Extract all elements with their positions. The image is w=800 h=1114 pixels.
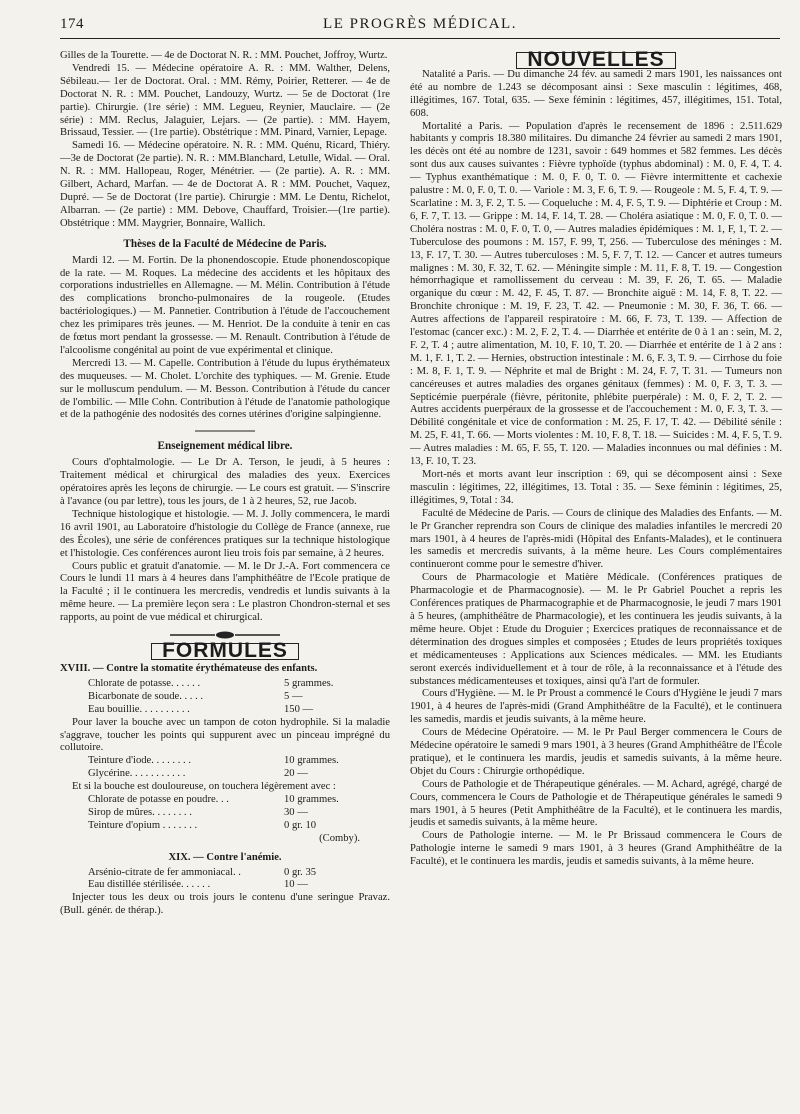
divider-ornament (60, 427, 390, 437)
recipe-line: Chlorate de potasse en poudre. . . 10 grammes. (88, 794, 339, 806)
exam-schedule-paragraph: Samedi 16. — Médecine opératoire. N. R. : MM. Quénu, Ricard, Thiéry.—3e de Doctorat (2e partie). N. R. : MM.Blanchard, Letulle, Widal. — Oral. N. R. : MM. Hallopeau, Roger, Ménétrier. — (2e partie). A. R. : MM. Gilbert, Achard, Marfan. — 4e de Doctorat A. R : MM. Pouchet, Vaquez, Dupré. — 5e de Doctorat (1re partie). Chirurgie : MM. Le Dentu, Richelot, Albarran. — (2e partie) : MM. Debove, Chauffard, Troisier.—(1re partie). Obstétrique : MM. Maygrier, Bonnaire, Wallich. (60, 140, 390, 229)
news-paragraph: Mort-nés et morts avant leur inscription : 69, qui se décomposent ainsi : Sexe masculin : légitimes, 22, illégitimes, 13. Total : 35. — Sexe féminin : légitimes, 25, illégitimes, 9, Total : 34. (410, 469, 782, 506)
news-paragraph: Natalité a Paris. — Du dimanche 24 fév. au samedi 2 mars 1901, les naissances ont été au nombre de 1.243 se décomposant ainsi : Sexe masculin : légitimes, 468, illégitimes, 167. Total, 635. — Sexe féminin : légitimes, 457, illégitimes, 151. Total, 608. (410, 68, 782, 119)
recipe-line: Sirop de mûres. . . . . . . . 30 — (88, 806, 308, 818)
left-column (60, 50, 390, 918)
journal-title: LE PROGRÈS MÉDICAL. (323, 16, 517, 32)
recipe-line: Eau distillée stérilisée. . . . . . 10 — (88, 879, 308, 891)
news-paragraph: Cours de Pharmacologie et Matière Médicale. (Conférences pratiques de Pharmacologie et de Pharmacognosie). — M. le Pr Gabriel Pouchet a repris les Conférences pratiques de Pharmacographie et de Pharmacognosie, le jeudi 7 mars 1901 à 5 heures, (amphithéâtre de Pharmacologie), et les continuera les jeudis suivants, à la même heure. Objet : Etude du Droguier ; Exercices pratiques de reconnaissance et de détermination des drogues simples et composées ; Etudes de leurs propriétés toxiques et médicamenteuses : Applications aux Sciences médicales. — MM. les Etudiants seront exercés individuellement et à tour de rôle, à la reconnaissance et à l'étude des substances médicamenteuses et toxiques, ainsi qu'à l'art de formuler. (410, 572, 782, 687)
course-paragraph: Cours public et gratuit d'anatomie. — M. le Dr J.-A. Fort commencera ce Cours le lundi 11 mars à 4 heures dans l'amphithéâtre de l'Ecole pratique de la Faculté ; il le continuera les mercredis, vendredis et lundis suivants à la même heure. — La première leçon sera : Le plastron Chondron-sternal et ses rapports, au point de vue médical et chirurgical. (60, 560, 390, 624)
formules-title: FORMULES (60, 643, 390, 660)
recipe-line: Glycérine. . . . . . . . . . . 20 — (88, 768, 308, 780)
page-header (60, 14, 780, 38)
right-column (410, 50, 782, 869)
news-paragraph: Cours d'Hygiène. — M. le Pr Proust a commencé le Cours d'Hygiène le jeudi 7 mars 1901, à 4 heures de l'après-midi (Grand Amphithéâtre de la Faculté), et le continuera les samedis, mardis et jeudis suivants, à la même heure. (410, 688, 782, 726)
news-paragraph: Cours de Pathologie interne. — M. le Pr Brissaud commencera le Cours de Pathologie interne le samedi 9 mars 1901, à 3 heures (Grand Amphithéâtre de la Faculté), et le continuera les mardis, jeudis et samedis suivants, à la même heure. (410, 830, 782, 868)
news-paragraph: Mortalité a Paris. — Population d'après le recensement de 1896 : 2.511.629 habitants y compris 18.380 militaires. Du dimanche 24 février au samedi 2 mars 1901, les décès ont été au nombre de 1231, savoir : 649 hommes et 582 femmes. Les décès sont dus aux causes suivantes : Fièvre typhoïde (typhus abdominal) : M. 0, F. 4, T. 4. — Typhus exanthématique : M. 0, F. 0, T. 0. — Fièvre intermittente et cachexie palustre : M. 0, F. 0, T. 0. — Variole : M. 3, F. 6, T. 9. — Rougeole : M. 5, F. 4, T. 9. — Scarlatine : M. 3, F. 2, T. 5. — Coqueluche : M. 4, F. 5, T. 9. — Diphtérie et Croup : M. 6, F. 7, T. 13. — Grippe : M. 14, F. 14, T. 28. — Choléra asiatique : M. 0, F. 0, T. 0. — Choléra nostras : M. 0, F. 0, T. 0, — Autres maladies épidémiques : M. 1, F, 1, T. 2. — Tuberculose des poumons : M. 157, F. 99, T, 256. — Tuberculose des méninges : M. 13, F. 17, T. 30. — Autres tuberculoses : M. 5, F. 7, T. 12. — Cancer et autres tumeurs malignes : M. 30, F. 32, T. 62. — Méningite simple : M. 11, F. 8, T. 19. — Congestion hémorrhagique et ramollissement du cerveau : M. 39, F. 26, T. 65. — Maladie organique du cœur : M. 42, F. 45, T. 87. — Bronchite aiguë : M. 14, F. 8, T. 22. — Bronchite chronique : M. 19, F. 23, T. 42. — Pneumonie : M. 30, F. 36, T. 66. — Autres affections de l'appareil respiratoire : M. 66, F. 73, T. 139. — Affection de l'estomac (cancer exc.) : M. 2, F. 2, T. 4. — Diarrhée et entérite de 0 à 1 an : sein, M. 2, F. 2, T. 4 ; autre alimentation, M. 10, F. 10, T. 20. — Diarrhée et entérite de 1 à 2 ans : M. 1, F. 1, T. 2. — Hernies, obstruction intestinale : M. 6, F. 3, T. 9. — Cirrhose du foie : M. 8, F. 1, T. 9. — Néphrite et mal de Bright : M. 24, F. 7, T. 31. — Tumeurs non cancéreuses et autres maladies des organes génitaux (femmes) : M. 0, F. 3, T. 3. — Septicémie puerpérale (fièvre, péritonite, phlébite puerpérale) : M. 0, F. 2, T. 2. — Autres accidents puerpéraux de la grossesse et de l'accouchement : M. 0, F. 3, T. 3. — Débilité congénitale et vice de conformation : M. 25, F. 17, T. 42. — Débilité sénile : M. 25, F. 41, T. 66. — Morts violentes : M. 10, F. 8, T. 18. — Suicides : M. 4, F. 5, T. 9. — Autres maladies : M. 65, F. 55, T. 120. — Maladies inconnues ou mal définies : M. 13, F. 10, T. 23. (410, 120, 782, 468)
theses-paragraph: Mardi 12. — M. Fortin. De la phonendoscopie. Etude phonendoscopique de la rate. — M. Roques. La médecine des accidents et les hôpitaux des corporations industrielles en Allemagne. — M. Mélin. Contribution à l'étude des complications broncho-pulmonaires de la rougeole. (Etudes bactériologiques.) — M. Pannetier. Contribution à l'étude de l'accouchement chez les primipares très jeunes. — M. Henriot. De la conduite à tenir en cas de fœtus mort pendant la grossesse. — M. Renault. Contribution à l'étude de l'alcoolisme congénital au point de vue expérimental et clinique. (60, 254, 390, 356)
enseignement-heading: Enseignement médical libre. (157, 440, 293, 453)
recipe-line: Teinture d'opium . . . . . . . 0 gr. 10 (88, 819, 317, 831)
theses-heading: Thèses de la Faculté de Médecine de Paris. (123, 237, 327, 250)
exam-schedule-paragraph: Vendredi 15. — Médecine opératoire A. R. : MM. Walther, Delens, Sébileau.— 1er de Doctorat. Oral. : MM. Rémy, Poirier, Retterer. — 4e de Doctorat N. R. : MM. Pouchet, Landouzy, Wurtz. — 5e de Doctorat (1re partie). Chirurgie. (1re série) : MM. Legueu, Reynier, Mauclaire. — (2e série) : MM. Reclus, Jalaguier, Lejars. — (2e partie). : MM. Hayem, Brissaud, Tessier. — (1re partie). Obstétrique : MM. Pinard, Varnier, Lepage. (60, 62, 390, 139)
course-paragraph: Technique histologique et histologie. — M. J. Jolly commencera, le mardi 16 avril 1901, au Laboratoire d'histologie du Collège de France (annexe, rue des Écoles), une série de conférences pratiques sur la technique histologique et l'histologie. Ces conférences auront lieu trois fois par semaine, à 2 heures. (60, 508, 390, 559)
exam-schedule-paragraph: Gilles de la Tourette. — 4e de Doctorat N. R. : MM. Pouchet, Joffroy, Wurtz. (60, 50, 388, 61)
news-paragraph: Cours de Pathologie et de Thérapeutique générales. — M. Achard, agrégé, chargé de Cours, commencera le Cours de Pathologie et de Thérapeutique générales le samedi 9 mars 1901, à 5 heures (Petit Amphithéâtre de la Faculté), et le continuera les mardis, jeudis et samedis suivants, à la même heure. (410, 778, 782, 829)
recipe-instructions: Et si la bouche est douloureuse, on touchera légèrement avec : (72, 781, 336, 793)
recipe-line: Bicarbonate de soude. . . . . 5 — (88, 690, 303, 702)
recipe-instructions: Injecter tous les deux ou trois jours le contenu d'une seringue Pravaz. (Bull. génér. de thérap.). (60, 892, 390, 917)
theses-paragraph: Mercredi 13. — M. Capelle. Contribution à l'étude du lupus érythémateux des muqueuses. — M. Cholet. L'orchite des typhiques. — M. Grenie. Etude sur le molluscum pendulum. — M. Besson. Contribution à l'étude du cancer de l'ombilic. — Mlle Cohn. Contribution à l'étude de l'anatomie pathologique et de la pathogénie des nodosités des cornes utérines d'origine salpingienne. (60, 357, 390, 421)
course-paragraph: Cours d'ophtalmologie. — Le Dr A. Terson, le jeudi, à 5 heures : Traitement médical et chirurgical des maladies des yeux. Exercices opératoires après les leçons de chirurgie. — Le cours est gratuit. — S'inscrire à l'avance (ou par lettre), tous les jours, de 1 à 2 heures, 52, rue Jacob. (60, 457, 390, 507)
recipe-instructions: Pour laver la bouche avec un tampon de coton hydrophile. Si la maladie s'aggrave, toucher les points qui suppurent avec un pinceau imprégné du collutoire. (60, 716, 390, 754)
recipe-title: XVIII. — Contre la stomatite érythémateuse des enfants. (60, 662, 318, 674)
page-number: 174 (60, 16, 84, 32)
news-paragraph: Cours de Médecine Opératoire. — M. le Pr Paul Berger commencera le Cours de Médecine opératoire le samedi 9 mars 1901, à 3 heures (Grand Amphithéâtre de l'École pratique), et le continuera les mardis, jeudis et samedis suivants, à la même heure. Objet du Cours : Chirurgie orthopédique. (410, 727, 782, 777)
recipe-line: Teinture d'iode. . . . . . . . 10 grammes. (88, 755, 339, 767)
recipe-line: Eau bouillie. . . . . . . . . . 150 — (88, 703, 314, 715)
recipe-title: XIX. — Contre l'anémie. (168, 851, 282, 863)
nouvelles-title: NOUVELLES (410, 52, 782, 69)
recipe-source: (Comby). (319, 832, 360, 844)
recipe-line: Arsénio-citrate de fer ammoniacal. . 0 gr. 35 (88, 866, 317, 878)
recipe-line: Chlorate de potasse. . . . . . 5 grammes. (88, 677, 334, 689)
header-rule (60, 38, 780, 39)
news-paragraph: Faculté de Médecine de Paris. — Cours de clinique des Maladies des Enfants. — M. le Pr Grancher reprendra son Cours de clinique des maladies infantiles le mercredi 20 mars 1901, à 4 heures de l'après-midi (Hôpital des Enfants-Malades), et le continuera les samedis et mercredis suivants, à la même heure. Les Cours complémentaires continueront comme pour le semestre d'hiver. (410, 507, 782, 571)
